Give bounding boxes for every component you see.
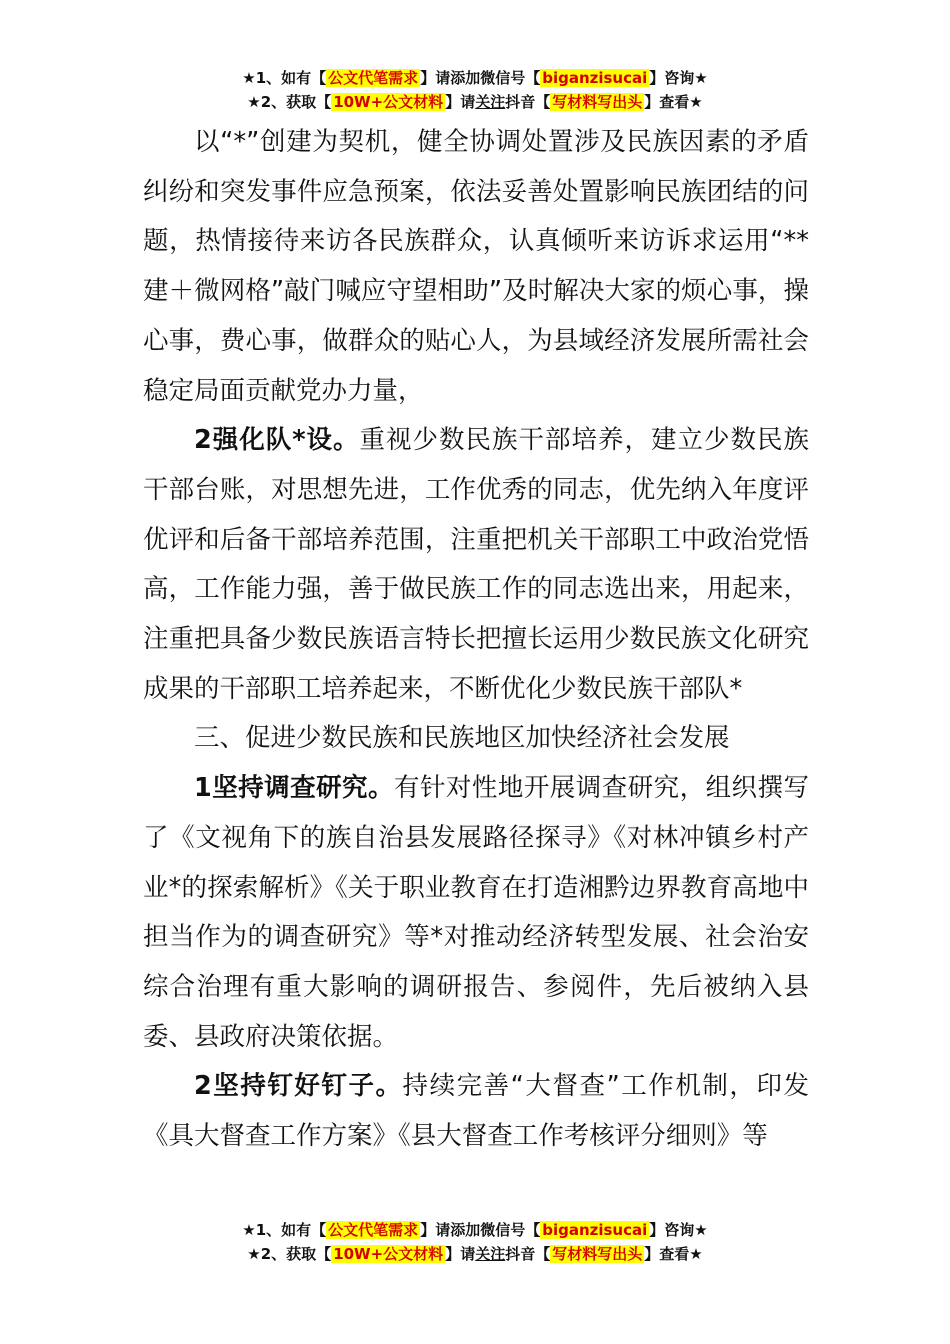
banner-highlight: 10W+公文材料 (333, 1245, 444, 1263)
banner-text: ★1、如有【 (242, 1221, 327, 1239)
paragraph-4 (143, 1062, 809, 1161)
paragraph-text: 持续完善“大督查”工作机制，印发《具大督查工作方案》《县大督查工作考核评分细则》等 (143, 1071, 809, 1152)
banner-highlight: 写材料写出头 (552, 93, 643, 111)
paragraph-text: 三、促进少数民族和民族地区加快经济社会发展 (194, 723, 730, 754)
banner-text: ★2、获取【 (247, 1245, 332, 1263)
banner-text: 】请添加微信号【 (420, 69, 541, 87)
banner-text: ★1、如有【 (242, 69, 327, 87)
banner-line-2 (0, 1242, 950, 1266)
banner-text: 抖音【 (505, 93, 551, 111)
banner-text: 】咨询★ (649, 69, 708, 87)
banner-text: 】查看★ (644, 93, 703, 111)
paragraph-1 (143, 118, 809, 416)
banner-text: 】请添加微信号【 (420, 1221, 541, 1239)
banner-line-1 (0, 1218, 950, 1242)
paragraph-text: 重视少数民族干部培养，建立少数民族干部台账，对思想先进，工作优秀的同志，优先纳入年度评优评和后备干部培养范围，注重把机关干部职工中政治党悟高，工作能力强，善于做民族工作的同志选出来，用起来，注重把具备少数民族语言特长把擅长运用少数民族文化研究成果的干部职工培养起来，不断优化少数民族干部队* (143, 425, 809, 704)
banner-text: 】查看★ (644, 1245, 703, 1263)
banner-text: ★2、获取【 (247, 93, 332, 111)
banner-underline: 关注 (475, 1245, 506, 1263)
banner-highlight-wechat: biganzisucai (542, 69, 648, 87)
banner-underline: 关注 (475, 93, 506, 111)
banner-highlight: 公文代笔需求 (328, 69, 419, 87)
paragraph-2 (143, 416, 809, 714)
banner-line-2 (0, 90, 950, 114)
header-banner (0, 66, 950, 114)
paragraph-lead: 2强化队*设。 (194, 425, 360, 456)
banner-text: 】请 (445, 93, 476, 111)
section-heading (143, 714, 809, 764)
banner-text: 抖音【 (505, 1245, 551, 1263)
paragraph-text: 有针对性地开展调查研究，组织撰写了《文视角下的族自治县发展路径探寻》《对林冲镇乡村产业*的探索解析》《关于职业教育在打造湘黔边界教育高地中担当作为的调查研究》等*对推动经济转型发展、社会治安综合治理有重大影响的调研报告、参阅件，先后被纳入县委、县政府决策依据。 (143, 773, 809, 1052)
paragraph-lead: 1坚持调查研究。 (194, 773, 394, 804)
paragraph-lead: 2坚持钉好钉子。 (194, 1071, 403, 1102)
banner-highlight: 10W+公文材料 (333, 93, 444, 111)
banner-highlight: 写材料写出头 (552, 1245, 643, 1263)
paragraph-text: 以“*”创建为契机，健全协调处置涉及民族因素的矛盾纠纷和突发事件应急预案，依法妥善处置影响民族团结的问题，热情接待来访各民族群众，认真倾听来访诉求运用“**建＋微网格”敲门喊应守望相助”及时解决大家的烦心事，操心事，费心事，做群众的贴心人，为县域经济发展所需社会稳定局面贡献党办力量， (143, 127, 809, 406)
document-body (143, 118, 809, 1162)
banner-highlight: 公文代笔需求 (328, 1221, 419, 1239)
paragraph-3 (143, 764, 809, 1062)
banner-line-1 (0, 66, 950, 90)
banner-text: 】请 (445, 1245, 476, 1263)
banner-highlight-wechat: biganzisucai (542, 1221, 648, 1239)
banner-text: 】咨询★ (649, 1221, 708, 1239)
footer-banner (0, 1218, 950, 1266)
